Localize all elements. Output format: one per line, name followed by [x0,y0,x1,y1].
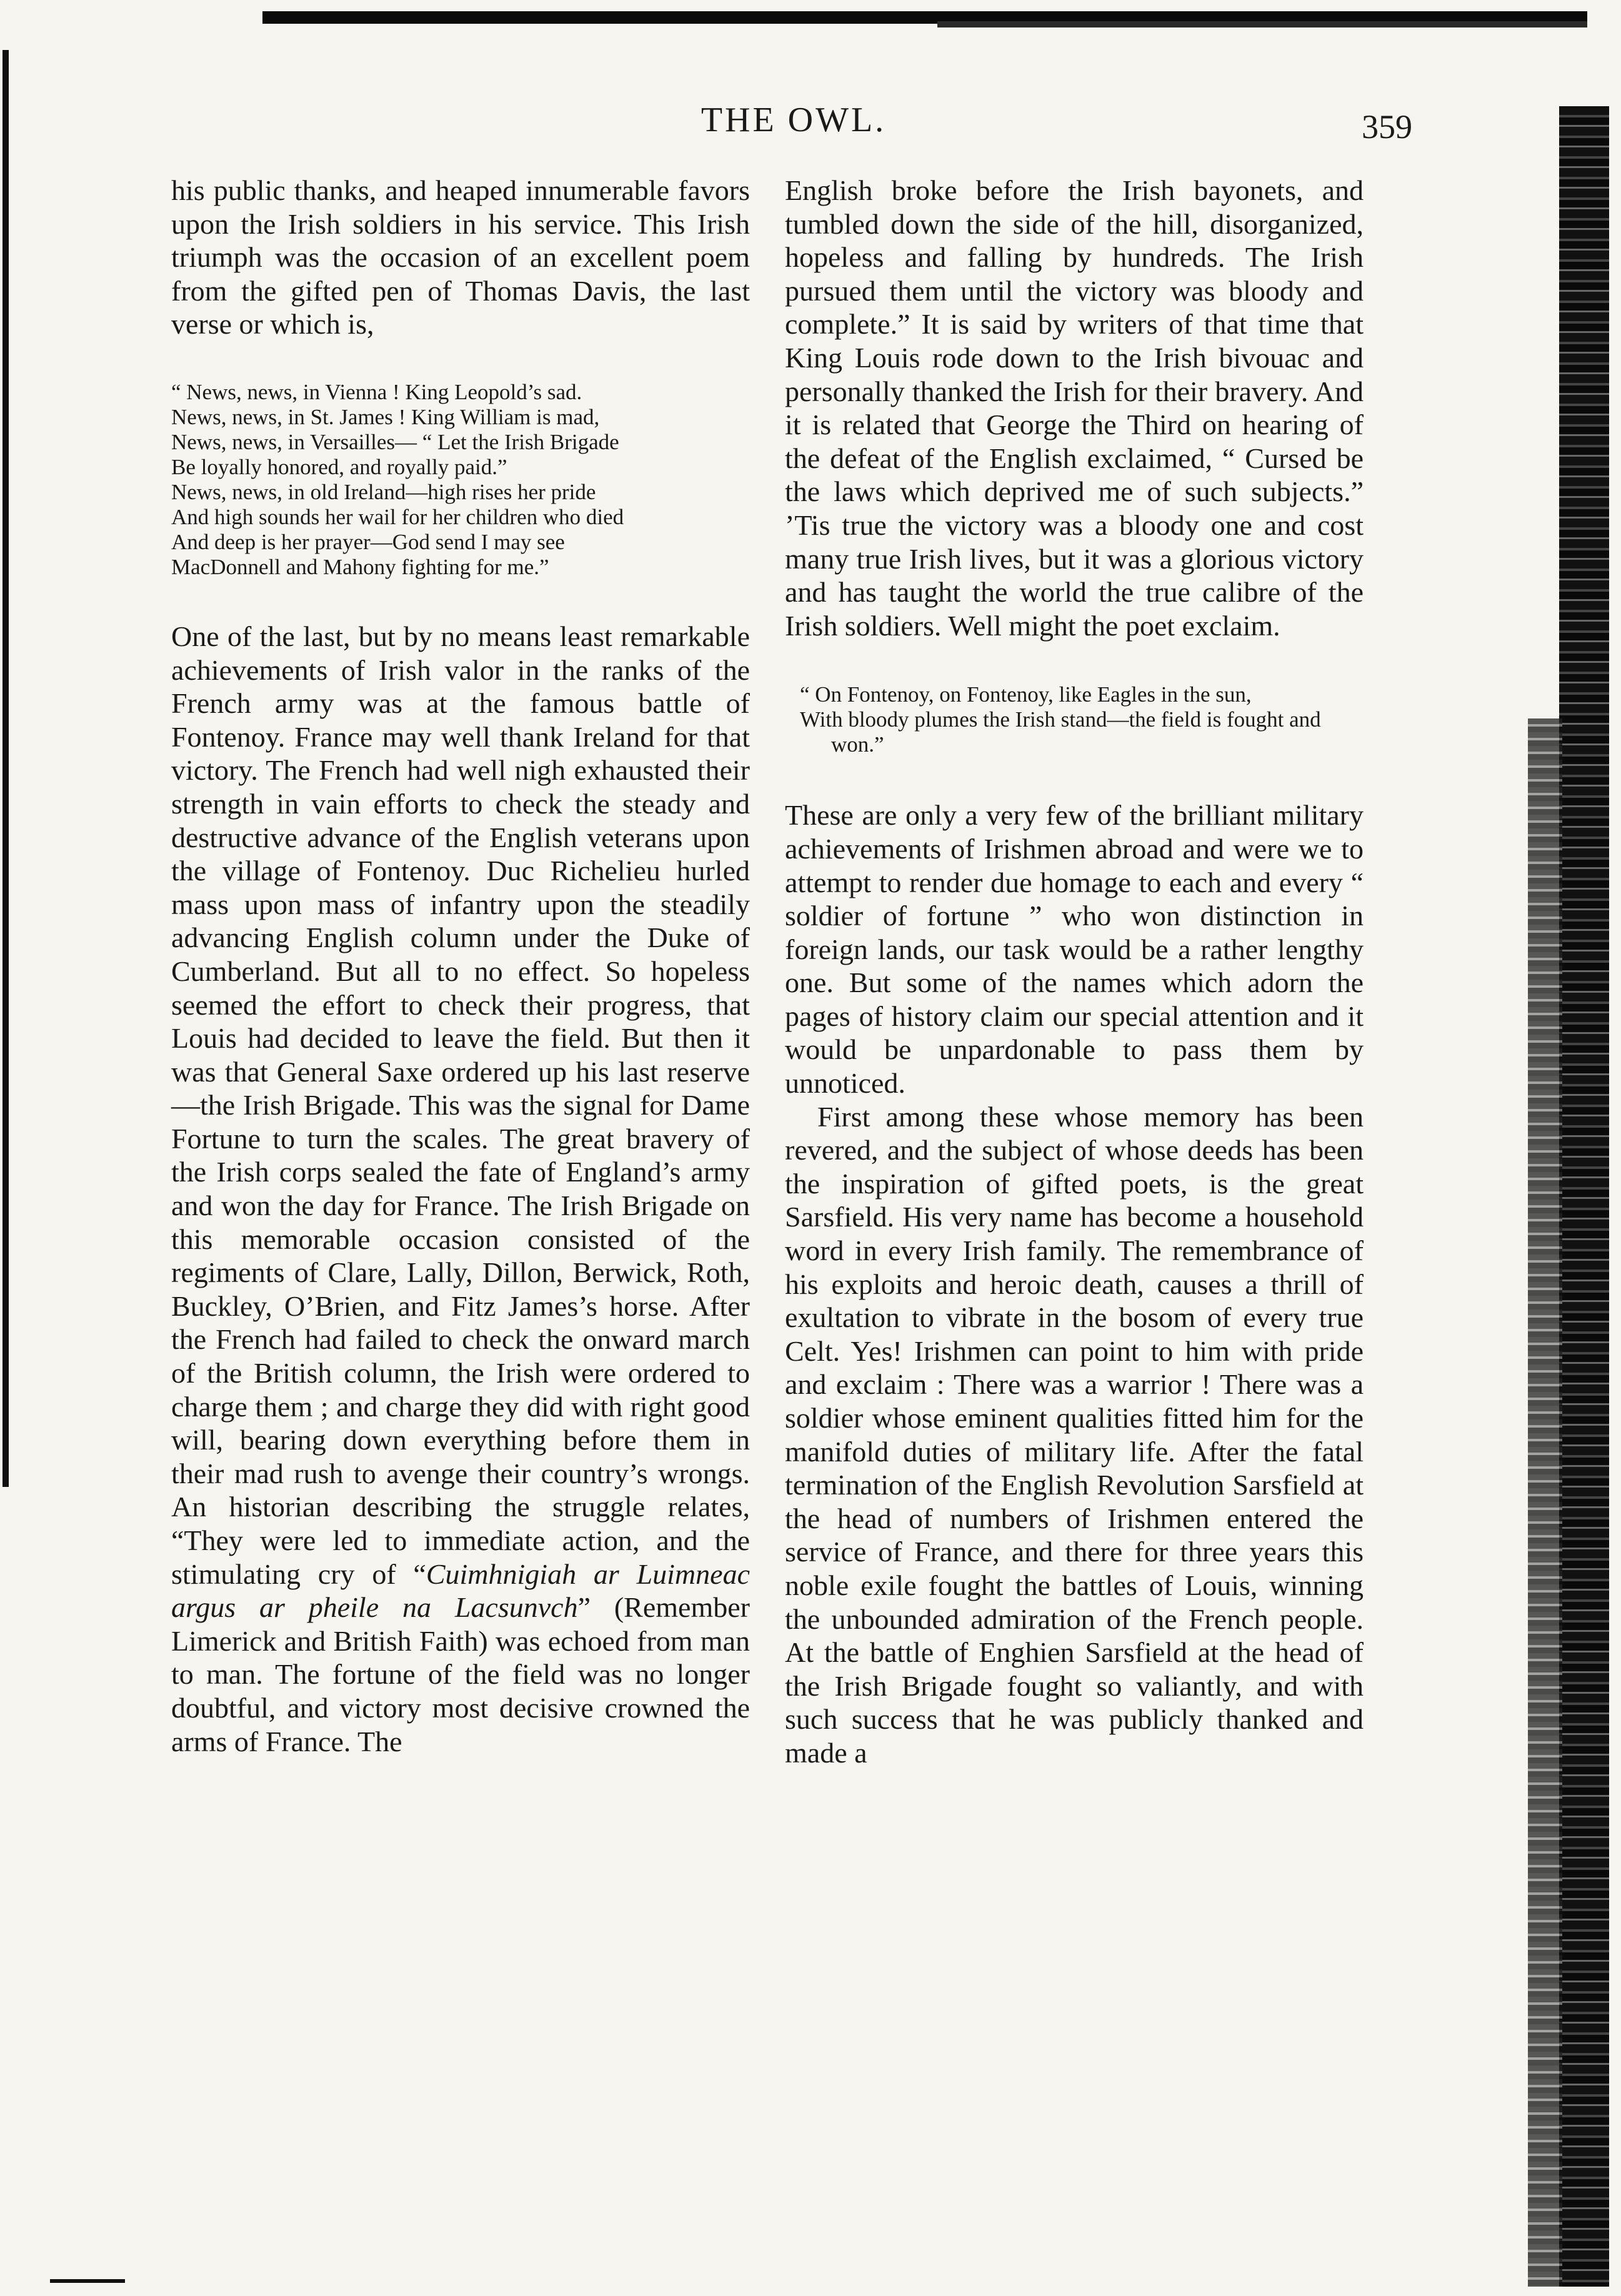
right-paragraph-3: First among these whose memory has been revered, and the subject of whose deeds has been the inspiration of gifted poets, is the great Sarsfield. His very name has become a household word in every Irish family. The remembrance of his exploits and heroic death, causes a thrill of exultation to vibrate in the bosom of every true Celt. Yes! Irishmen can point to him with pride and exclaim : There was a warrior ! There was a soldier whose eminent qualities fitted him for the manifold duties of military life. After the fatal termination of the English Revolution Sarsfield at the head of numbers of Irishmen entered the service of France, and there for three years this noble exile fought the battles of Louis, winning the unbounded admiration of the French people. At the battle of Enghien Sarsfield at the head of the Irish Brigade fought so valiantly, and with such success that he was publicly thanked and made a [785,1100,1364,1769]
verse-line: And high sounds her wail for her children who died [171,504,624,529]
verse-line: MacDonnell and Mahony fighting for me.” [171,554,549,579]
right-paragraph-2: These are only a very few of the brilliant military achievements of Irishmen abroad and were we to attempt to render due homage to each and every “ soldier of fortune ” who won distinction in foreign lands, our task would be a rather lengthy one. But some of the names which adorn the pages of history claim our special attention and it would be unpardonable to pass them by unnoticed. [785,799,1364,1100]
verse-line: News, news, in St. James ! King William is mad, [171,404,600,429]
gaelic-battle-cry: Cuimhnigiah ar Luimneac argus ar pheile na Lacsunvch [171,1558,750,1624]
verse-line: News, news, in old Ireland—high rises her pride [171,479,596,504]
verse-line: “ On Fontenoy, on Fontenoy, like Eagles in the sun, [800,682,1252,707]
left-paragraph-2 [171,620,750,1758]
right-column [785,174,1364,1770]
verse-line: Be loyally honored, and royally paid.” [171,454,507,479]
top-border-rule-secondary [937,21,1587,27]
right-paragraph-1: English broke before the Irish bayonets, and tumbled down the side of the hill, disorganized, hopeless and falling by hundreds. The Irish pursued them until the victory was bloody and complete.” It is said by writers of that time that King Louis rode down to the Irish bivouac and personally thanked the Irish for their bravery. And it is related that George the Third on hearing of the defeat of the English exclaimed, “ Cursed be the laws which deprived me of such subjects.” ’Tis true the victory was a bloody one and cost many true Irish lives, but it was a glorious victory and has taught the world the true calibre of the Irish soldiers. Well might the poet exclaim. [785,174,1364,642]
verse-line: News, news, in Versailles— “ Let the Irish Brigade [171,429,619,454]
left-paragraph-1: his public thanks, and heaped innumerable favors upon the Irish soldiers in his service. This Irish triumph was the occasion of an excellent poem from the gifted pen of Thomas Davis, the last verse or which is, [171,174,750,340]
bottom-corner-rule [50,2279,125,2283]
left-edge-rule [2,50,9,1487]
left-verse-block [171,380,750,580]
verse-line: “ News, news, in Vienna ! King Leopold’s sad. [171,379,582,404]
right-page-edge-texture [1528,718,1562,2287]
page-number: 359 [1362,108,1412,146]
running-head: THE OWL. [701,101,887,139]
right-page-edge-shadow [1559,106,1609,2287]
verse-line: With bloody plumes the Irish stand—the field is fought and won.” [800,707,1321,757]
fontenoy-text: One of the last, but by no means least remarkable achievements of Irish valor in the ranks of the French army was at the famous battle of Fontenoy. France may well thank Ireland for that victory. The French had well nigh exhausted their strength in vain efforts to check the steady and destructive advance of the English veterans upon the village of Fontenoy. Duc Richelieu hurled mass upon mass of infantry upon the steadily advancing English column under the Duke of Cumberland. But all to no effect. So hopeless seemed the effort to check their progress, that Louis had decided to leave the field. But then it was that General Saxe ordered up his last reserve—the Irish Brigade. This was the signal for Dame Fortune to turn the scales. The great bravery of the Irish corps sealed the fate of England’s army and won the day for France. The Irish Brigade on this memorable occasion consisted of the regiments of Clare, Lally, Dillon, Berwick, Roth, Buckley, O’Brien, and Fitz James’s horse. After the French had failed to check the onward march of the British column, the Irish were ordered to charge them ; and charge they did with right good will, bearing down everything before them in their mad rush to avenge their country’s wrongs. An historian describing the struggle relates, “They were led to immediate action, and the stimulating cry of “ [171,620,750,1590]
left-column [171,174,750,1758]
right-verse-block [785,682,1364,757]
fontenoy-text-end: ” (Remember Limerick and British Faith) was echoed from man to man. The fortune of the field was no longer doubtful, and victory most decisive crowned the arms of France. The [171,1591,750,1757]
verse-line: And deep is her prayer—God send I may see [171,529,565,554]
